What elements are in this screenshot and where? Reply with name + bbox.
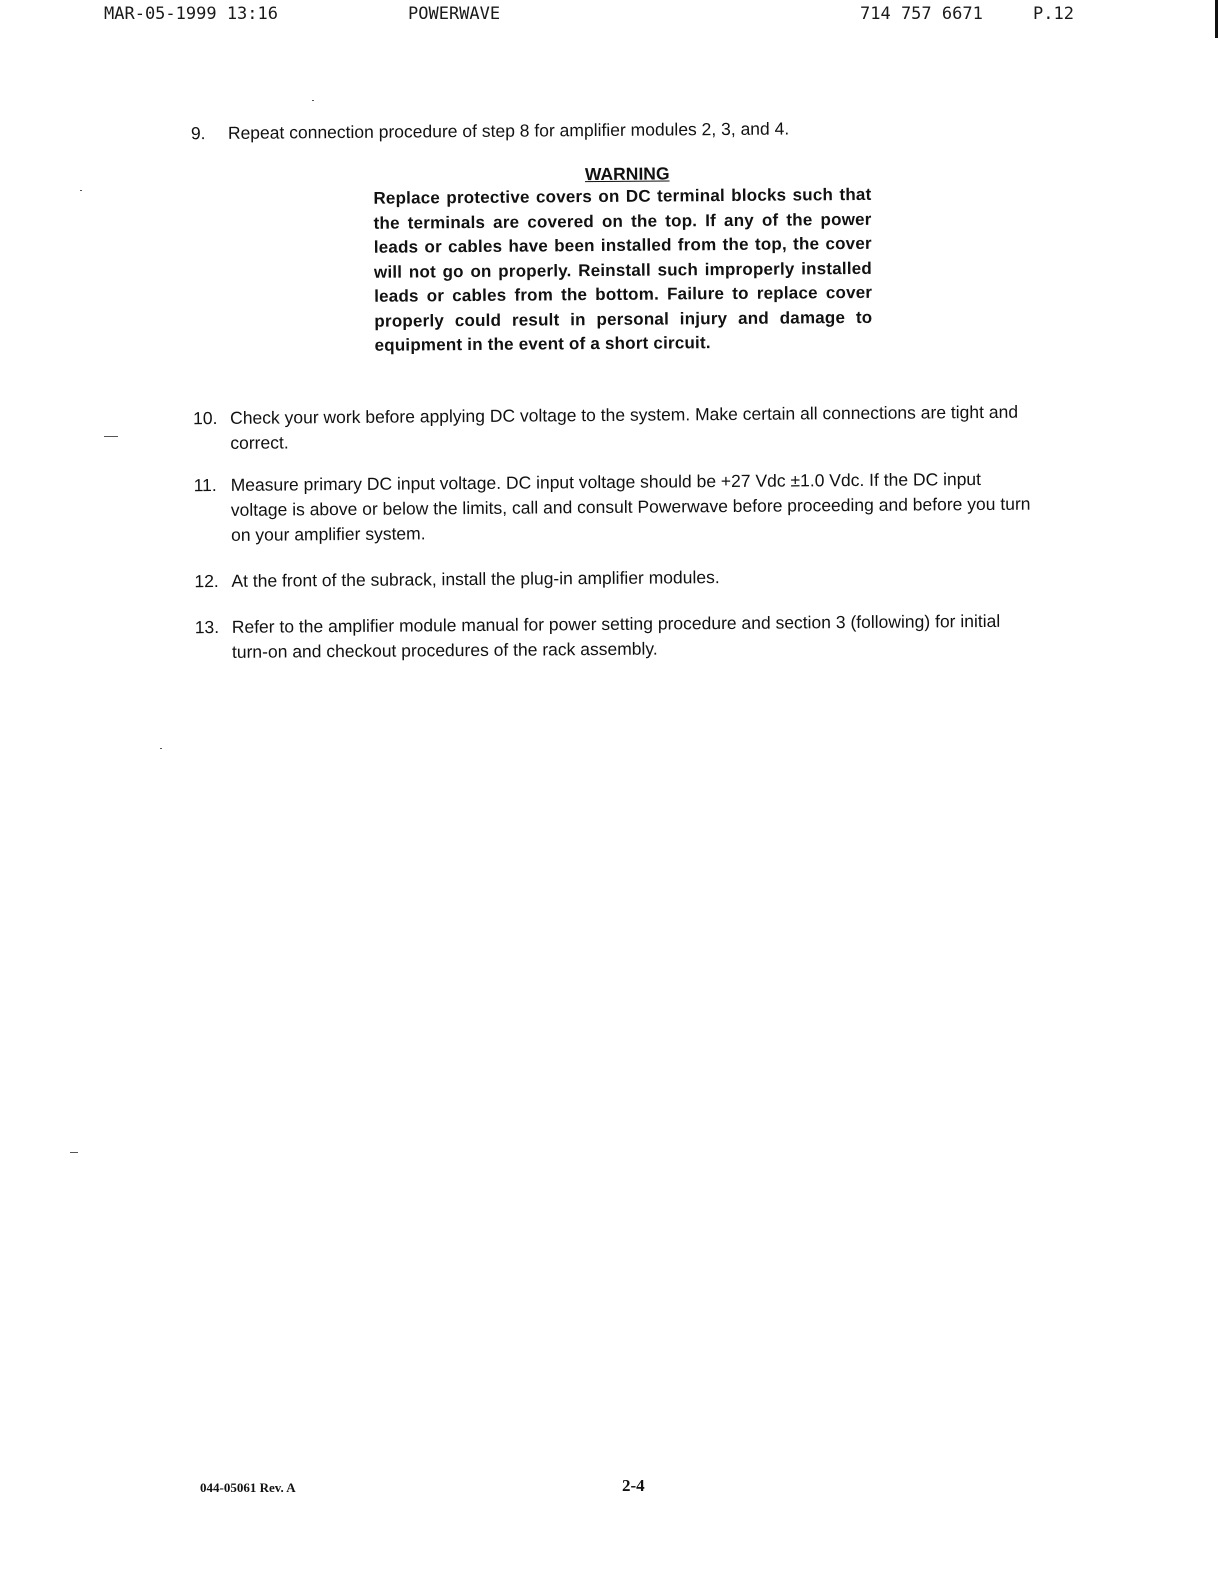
fax-header — [0, 4, 1220, 28]
step-number: 10. — [193, 408, 218, 429]
scan-speck — [80, 190, 82, 191]
fax-phone: 714 757 6671 — [860, 4, 983, 24]
step-text: At the front of the subrack, install the plug-in amplifier modules. — [231, 567, 720, 591]
step-number: 13. — [194, 616, 220, 638]
step-text: Refer to the amplifier module manual for power setting procedure and section 3 (following) for initial turn-on and checkout procedures of the rack assembly. — [231, 610, 1001, 662]
step-text: Check your work before applying DC voltage to the system. Make certain all connections are tight and correct. — [230, 401, 1019, 453]
scan-edge-mark — [1215, 0, 1218, 38]
step-12 — [194, 563, 1034, 595]
step-number: 12. — [194, 571, 219, 592]
step-text: Repeat connection procedure of step 8 for amplifier modules 2, 3, and 4. — [227, 118, 790, 143]
step-13 — [195, 609, 1035, 666]
step-10 — [193, 400, 1033, 457]
step-9 — [191, 115, 1031, 147]
scan-speck — [312, 100, 314, 101]
document-number: 044-05061 Rev. A — [200, 1480, 296, 1495]
fax-page: P.12 — [1033, 4, 1074, 24]
fax-date-time: MAR-05-1999 13:16 — [104, 4, 278, 24]
step-11 — [194, 467, 1035, 549]
step-number: 9. — [190, 123, 206, 144]
fax-sender: POWERWAVE — [408, 4, 501, 24]
scan-speck — [104, 436, 118, 437]
page-number: 2-4 — [622, 1476, 645, 1495]
scan-speck — [70, 1152, 78, 1153]
warning-title: WARNING — [584, 163, 670, 185]
warning-text: Replace protective covers on DC terminal blocks such that the terminals are covered on the top. If any of the power leads or cables have been installed from the top, the cover will not go on properly. Reinstall such improperly installed leads or cables from the bottom. Failure to replace cover properly could result in personal injury and damage to equipment in the event of a short circuit. — [373, 184, 873, 355]
step-text: Measure primary DC input voltage. DC input voltage should be +27 Vdc ±1.0 Vdc. If the DC input voltage is above or below the limits, call and consult Powerwave before proceeding and before you turn on your amplifier system. — [230, 469, 1031, 545]
step-number: 11. — [193, 475, 217, 496]
warning-box — [373, 161, 873, 358]
scan-speck — [160, 748, 162, 749]
